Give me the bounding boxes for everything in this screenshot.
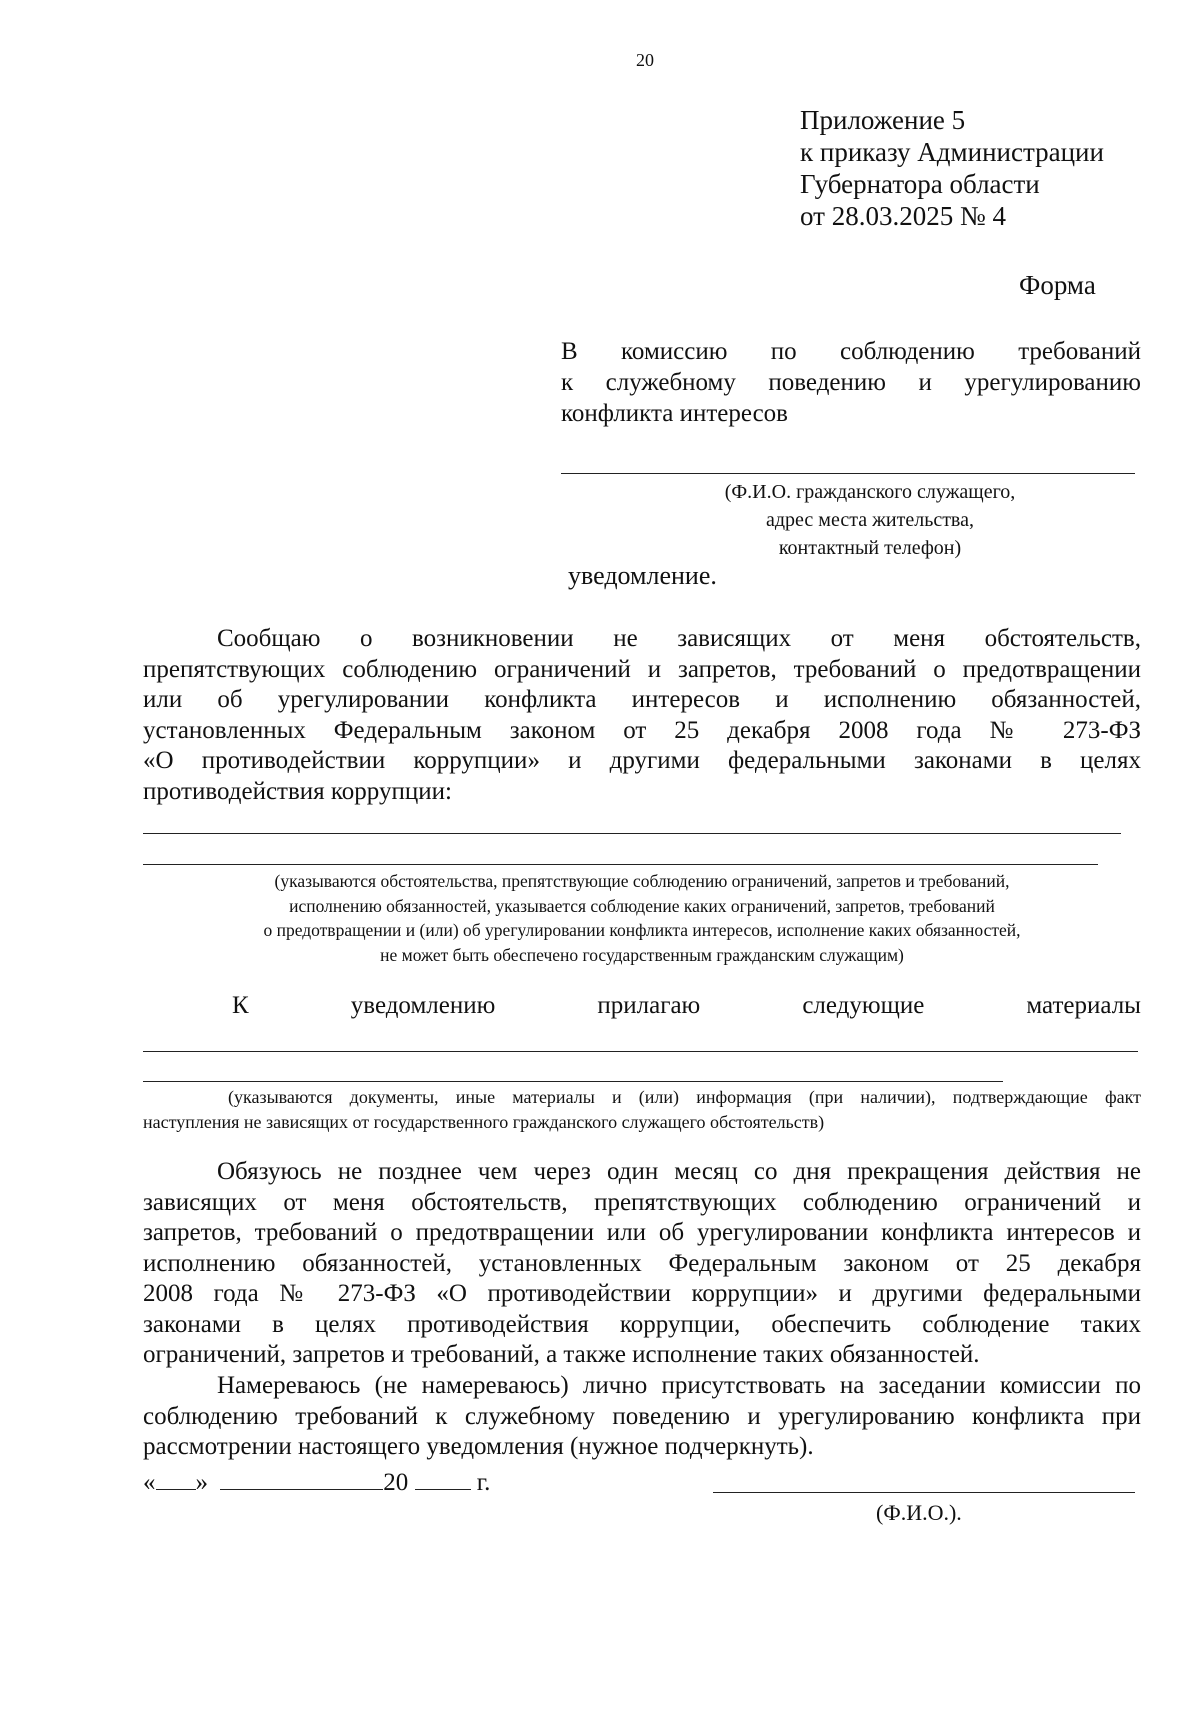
addressee-word: В	[561, 338, 578, 365]
addressee-word: урегулированию	[964, 369, 1141, 396]
caption-line: наступления не зависящих от государственного гражданского служащего обстоятельств)	[143, 1112, 825, 1132]
paragraph-line: исполнению обязанностей, установленных Федеральным законом от 25 декабря	[143, 1249, 1141, 1277]
caption-line: о предотвращении и (или) об урегулировании конфликта интересов, исполнение каких обязанностей,	[263, 920, 1021, 940]
date-close-quote: »	[195, 1469, 208, 1496]
paragraph-line: законами в целях противодействия коррупции, обеспечить соблюдение таких	[143, 1310, 1141, 1338]
date-line	[143, 1465, 490, 1497]
paragraph-line: запретов, требований о предотвращении или об урегулировании конфликта интересов и	[143, 1219, 1141, 1246]
addressee-word: служебному	[605, 369, 736, 396]
caption-line: не может быть обеспечено государственным гражданским служащим)	[380, 944, 904, 965]
addressee-word: по	[770, 338, 797, 365]
attachments-word: прилагаю	[597, 992, 701, 1019]
appendix-line: к приказу Администрации	[800, 137, 1104, 167]
addressee-word: комиссию	[621, 338, 728, 365]
appendix-line: Губернатора области	[800, 169, 1040, 199]
circumstances-caption	[143, 869, 1141, 967]
page-number: 20	[636, 50, 654, 70]
addressee-line-2	[561, 367, 1141, 398]
attachments-word: материалы	[1026, 992, 1141, 1019]
day-field[interactable]	[156, 1465, 196, 1490]
paragraph-line: или об урегулировании конфликта интересов и исполнению обязанностей,	[143, 686, 1141, 713]
year-field[interactable]	[415, 1465, 471, 1490]
paragraph-line: соблюдению требований к служебному поведению и урегулированию конфликта при	[143, 1402, 1141, 1430]
materials-fill-line-2[interactable]	[143, 1081, 1003, 1082]
caption-line: (указываются документы, иные материалы и (или) информация (при наличии), подтверждающие факт	[228, 1087, 1141, 1107]
addressee-word: поведению	[768, 369, 886, 396]
paragraph-line: Намереваюсь (не намереваюсь) лично присутствовать на заседании комиссии по	[217, 1372, 1141, 1399]
addressee-word: и	[918, 369, 932, 396]
date-open-quote: «	[143, 1469, 156, 1496]
year-prefix: 20	[383, 1469, 409, 1496]
signature-fill-line[interactable]	[713, 1492, 1135, 1493]
signature-caption: (Ф.И.О.).	[876, 1500, 962, 1525]
addressee-word: соблюдению	[840, 338, 975, 365]
sender-fill-line[interactable]	[561, 473, 1135, 474]
obligation-paragraph	[143, 1157, 1141, 1371]
materials-caption	[143, 1085, 1141, 1135]
appendix-header	[800, 104, 1104, 232]
paragraph-line: ограничений, запретов и требований, а также исполнение таких обязанностей.	[143, 1341, 980, 1368]
paragraph-line: установленных Федеральным законом от 25 декабря 2008 года № 273-ФЗ	[143, 716, 1141, 744]
year-suffix: г.	[476, 1469, 491, 1496]
paragraph-line: зависящих от меня обстоятельств, препятствующих соблюдению ограничений и	[143, 1188, 1141, 1216]
attachments-word: следующие	[802, 992, 925, 1019]
appendix-line: Приложение 5	[800, 105, 966, 135]
attendance-paragraph	[143, 1371, 1141, 1463]
form-label: Форма	[1019, 270, 1096, 300]
appendix-line: от 28.03.2025 № 4	[800, 201, 1006, 231]
materials-fill-line-1[interactable]	[143, 1051, 1138, 1052]
month-field[interactable]	[220, 1465, 383, 1490]
sender-caption-line: (Ф.И.О. гражданского служащего,	[724, 481, 1016, 503]
addressee-line-1	[561, 336, 1141, 367]
addressee-word: к	[561, 369, 574, 396]
sender-caption	[600, 478, 1140, 562]
paragraph-line: Сообщаю о возникновении не зависящих от меня обстоятельств,	[217, 625, 1141, 652]
attachments-line	[232, 992, 1141, 1020]
paragraph-line: противодействия коррупции:	[143, 777, 452, 805]
sender-caption-line: адрес места жительства,	[766, 509, 974, 531]
paragraph-line: Обязуюсь не позднее чем через один месяц со дня прекращения действия не	[217, 1158, 1141, 1185]
addressee-block	[561, 336, 1141, 429]
paragraph-line: «О противодействии коррупции» и другими федеральными законами в целях	[143, 747, 1141, 774]
paragraph-line: препятствующих соблюдению ограничений и запретов, требований о предотвращении	[143, 655, 1141, 683]
caption-line: исполнению обязанностей, указывается соблюдение каких ограничений, запретов, требований	[289, 895, 995, 916]
statement-paragraph	[143, 624, 1141, 807]
attachments-word: уведомлению	[350, 992, 496, 1019]
addressee-line-3: конфликта интересов	[561, 400, 788, 427]
addressee-word: требований	[1018, 338, 1141, 365]
notice-title: уведомление.	[568, 561, 717, 590]
circumstances-fill-line-2[interactable]	[143, 864, 1098, 865]
circumstances-fill-line-1[interactable]	[143, 833, 1121, 834]
attachments-word: К	[232, 992, 249, 1019]
paragraph-line: рассмотрении настоящего уведомления (нужное подчеркнуть).	[143, 1433, 814, 1460]
caption-line: (указываются обстоятельства, препятствующие соблюдению ограничений, запретов и требований,	[274, 871, 1010, 891]
sender-caption-line: контактный телефон)	[778, 537, 962, 559]
paragraph-line: 2008 года № 273-ФЗ «О противодействии коррупции» и другими федеральными	[143, 1280, 1141, 1307]
